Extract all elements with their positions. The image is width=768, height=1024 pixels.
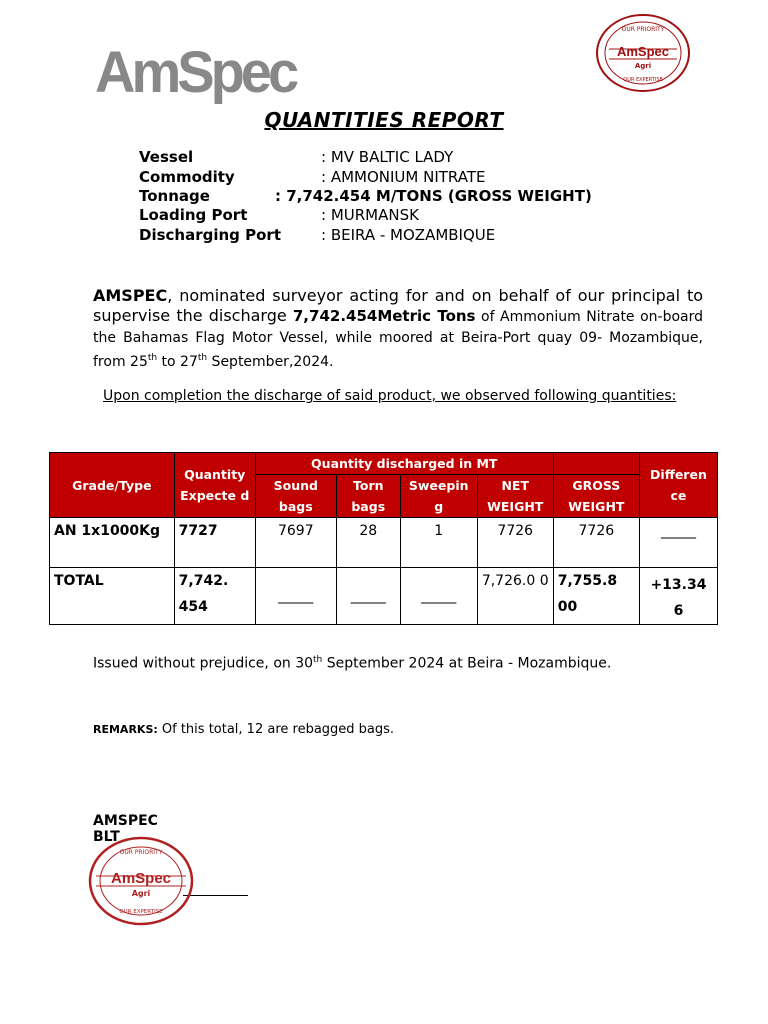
cell-difference: _____ <box>639 518 717 568</box>
signature-company: AMSPEC <box>93 813 158 829</box>
remarks-text: Of this total, 12 are rebagged bags. <box>157 722 395 737</box>
superscript: th <box>197 353 208 363</box>
report-title: QUANTITIES REPORT <box>264 108 504 132</box>
superscript: th <box>313 655 323 665</box>
issued-statement <box>93 655 611 672</box>
stamp-brand: AmSpec <box>110 870 172 887</box>
cell-gross: 7,755.8 00 <box>553 568 639 625</box>
cell-sweeping: _____ <box>400 568 477 625</box>
superscript: th <box>147 353 158 363</box>
table-row <box>50 518 718 568</box>
paragraph-text: , nominated surveyor acting for and on behalf of our principal to supervise the discharge <box>93 286 703 325</box>
header-gross-weight: GROSS WEIGHT <box>553 475 639 518</box>
cell-difference: +13.34 6 <box>639 568 717 625</box>
intro-paragraph <box>93 286 703 372</box>
header-blank <box>553 453 639 475</box>
issued-text: September 2024 at Beira - Mozambique. <box>322 655 612 672</box>
header-sound-bags: Sound bags <box>255 475 336 518</box>
cell-expected: 7,742. 454 <box>174 568 255 625</box>
cell-net: 7726 <box>477 518 553 568</box>
stamp-ring-top: OUR PRIORITY <box>119 849 163 856</box>
info-value: : BEIRA - MOZAMBIQUE <box>321 226 496 244</box>
info-value: : MURMANSK <box>321 206 419 224</box>
stamp-ring-bottom: OUR EXPERTISE <box>119 909 163 915</box>
info-value: : 7,742.454 M/TONS (GROSS WEIGHT) <box>275 187 592 205</box>
tons-value: 7,742.454Metric Tons <box>292 307 476 325</box>
info-value: : AMMONIUM NITRATE <box>321 168 486 186</box>
amspec-logo <box>95 38 296 108</box>
header-expected: Quantity Expecte d <box>174 453 255 518</box>
cell-sound: 7697 <box>255 518 336 568</box>
cell-torn: 28 <box>336 518 400 568</box>
cell-torn: _____ <box>336 568 400 625</box>
info-label: Vessel <box>139 148 194 166</box>
info-label: Discharging Port <box>139 226 281 244</box>
cell-expected: 7727 <box>174 518 255 568</box>
paragraph-text: September,2024. <box>207 354 334 370</box>
header-grade: Grade/Type <box>50 453 175 518</box>
header-sweeping: Sweepin g <box>400 475 477 518</box>
info-label: Tonnage <box>139 187 210 205</box>
header-torn-bags: Torn bags <box>336 475 400 518</box>
paragraph-text: of Ammonium Nitrate on-board the Bahamas Flag Motor Vessel, while moored at Beira-Port quay 09- Mozambique, from 25 <box>93 309 703 370</box>
signature-stamp <box>88 836 194 926</box>
issued-text: Issued without prejudice, on 30 <box>93 655 314 672</box>
logo-text: AmSpec <box>95 38 296 105</box>
quantities-table <box>49 452 718 625</box>
cell-net: 7,726.0 0 <box>477 568 553 625</box>
paragraph-text: to 27 <box>157 354 198 370</box>
stamp-brand: AmSpec <box>616 44 670 59</box>
remarks-label: REMARKS: <box>93 723 158 736</box>
info-label: Commodity <box>139 168 235 186</box>
observation-text: Upon completion the discharge of said product, we observed following quantities: <box>103 388 677 404</box>
table-row-total <box>50 568 718 625</box>
stamp-ring-top: OUR PRIORITY <box>621 26 665 33</box>
header-difference: Differen ce <box>639 453 717 518</box>
cell-gross: 7726 <box>553 518 639 568</box>
company-stamp <box>595 13 691 93</box>
stamp-sub: Agri <box>131 889 151 898</box>
stamp-sub: Agri <box>634 62 652 70</box>
cell-sound: _____ <box>255 568 336 625</box>
header-discharged: Quantity discharged in MT <box>255 453 553 475</box>
company-name: AMSPEC <box>93 286 168 305</box>
stamp-ring-bottom: OUR EXPERTISE <box>623 77 663 83</box>
info-value: : MV BALTIC LADY <box>321 148 454 166</box>
cell-sweeping: 1 <box>400 518 477 568</box>
header-net-weight: NET WEIGHT <box>477 475 553 518</box>
cell-grade: AN 1x1000Kg <box>50 518 175 568</box>
signature-office: BLT <box>93 829 120 845</box>
info-label: Loading Port <box>139 206 248 224</box>
remarks <box>93 722 394 737</box>
cell-grade: TOTAL <box>50 568 175 625</box>
